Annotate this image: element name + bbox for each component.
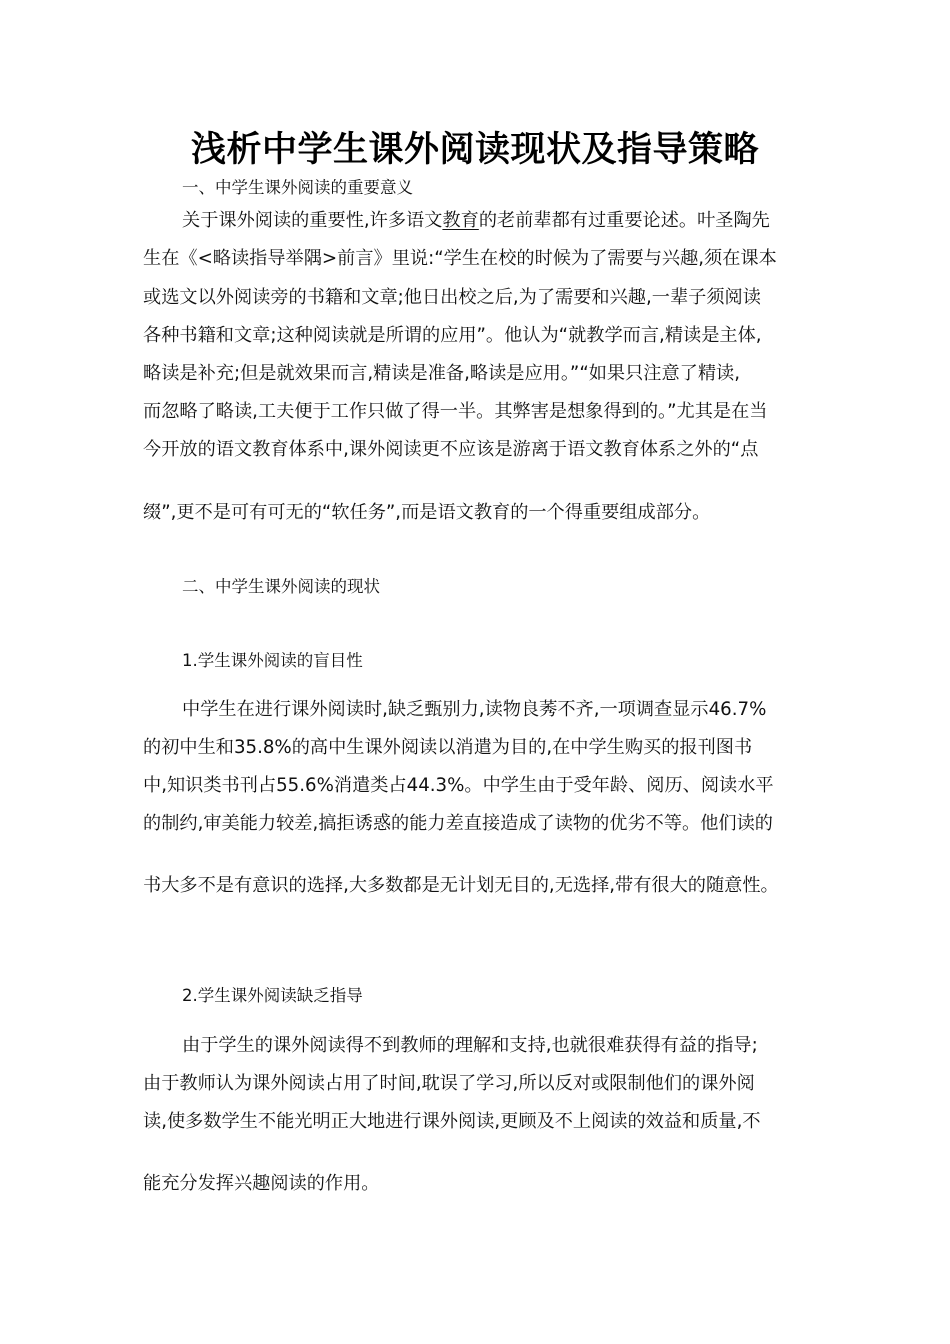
paragraph-line: 书大多不是有意识的选择,大多数都是无计划无目的,无选择,带有很大的随意性。 bbox=[143, 875, 779, 896]
paragraph-line: 由于教师认为课外阅读占用了时间,耽误了学习,所以反对或限制他们的课外阅 bbox=[143, 1073, 755, 1094]
page-title: 浅析中学生课外阅读现状及指导策略 bbox=[190, 130, 759, 170]
paragraph-line: 读,使多数学生不能光明正大地进行课外阅读,更顾及不上阅读的效益和质量,不 bbox=[143, 1111, 761, 1132]
paragraph-line: 今开放的语文教育体系中,课外阅读更不应该是游离于语文教育体系之外的“点 bbox=[143, 439, 759, 460]
paragraph-line: 缀”,更不是可有可无的“软任务”,而是语文教育的一个得重要组成部分。 bbox=[143, 502, 711, 523]
paragraph-line: 各种书籍和文章;这种阅读就是所谓的应用”。他认为“就教学而言,精读是主体, bbox=[143, 325, 762, 346]
paragraph-line: 中,知识类书刊占55.6%消遣类占44.3%。中学生由于受年龄、阅历、阅读水平 bbox=[143, 775, 774, 796]
text-run: 关于课外阅读的重要性,许多语文 bbox=[182, 210, 443, 231]
paragraph-line: 而忽略了略读,工夫便于工作只做了得一半。其弊害是想象得到的。”尤其是在当 bbox=[143, 401, 768, 422]
section-heading-2: 二、中学生课外阅读的现状 bbox=[182, 577, 380, 596]
paragraph-line: 生在《<略读指导举隅>前言》里说:“学生在校的时候为了需要与兴趣,须在课本 bbox=[143, 248, 777, 269]
text-run: 的老前辈都有过重要论述。叶圣陶先 bbox=[478, 210, 770, 231]
section-heading-1: 一、中学生课外阅读的重要意义 bbox=[182, 178, 413, 197]
paragraph-line: 的初中生和35.8%的高中生课外阅读以消遣为目的,在中学生购买的报刊图书 bbox=[143, 737, 753, 758]
paragraph-line bbox=[182, 208, 813, 234]
paragraph-line: 略读是补充;但是就效果而言,精读是准备,略读是应用。”“如果只注意了精读, bbox=[143, 363, 741, 384]
paragraph-line: 的制约,审美能力较差,搞拒诱惑的能力差直接造成了读物的优劣不等。他们读的 bbox=[143, 813, 773, 834]
paragraph-line: 或选文以外阅读旁的书籍和文章;他日出校之后,为了需要和兴趣,一辈子须阅读 bbox=[143, 287, 761, 308]
education-link[interactable]: 教育 bbox=[442, 210, 479, 231]
paragraph-line: 中学生在进行课外阅读时,缺乏甄别力,读物良莠不齐,一项调查显示46.7% bbox=[182, 699, 767, 720]
paragraph-line: 由于学生的课外阅读得不到教师的理解和支持,也就很难获得有益的指导; bbox=[182, 1035, 758, 1056]
subsection-heading-2: 2.学生课外阅读缺乏指导 bbox=[182, 986, 363, 1005]
paragraph-line: 能充分发挥兴趣阅读的作用。 bbox=[143, 1173, 380, 1194]
subsection-heading-1: 1.学生课外阅读的盲目性 bbox=[182, 651, 363, 670]
